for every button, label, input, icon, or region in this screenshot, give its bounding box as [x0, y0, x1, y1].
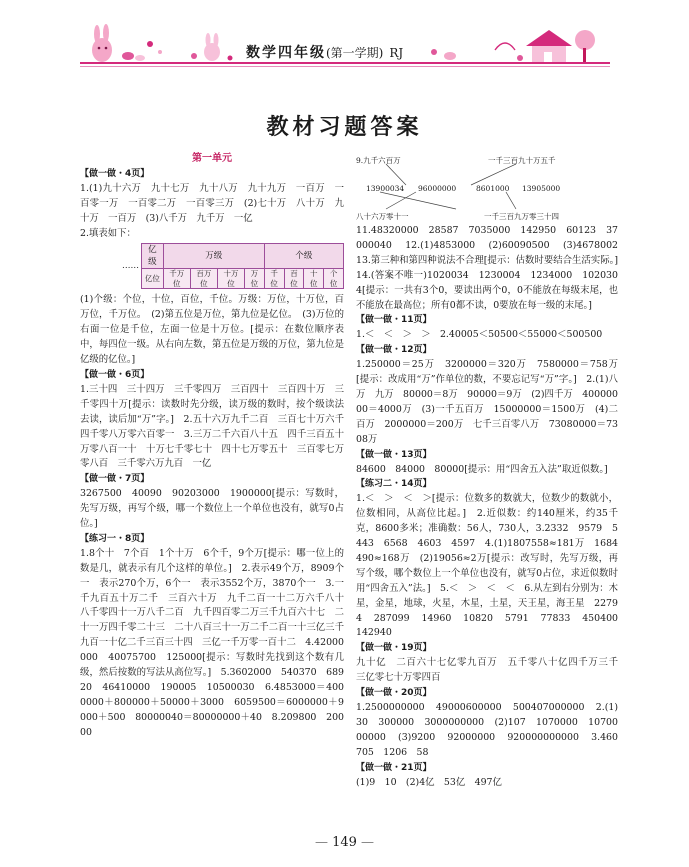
page-title: 教材习题答案 — [266, 114, 423, 140]
section-heading: 【做一做・13页】 — [356, 449, 432, 460]
table-cell: 百位 — [284, 269, 304, 289]
section-heading: 【做一做・19页】 — [356, 643, 432, 654]
section-heading: 【做一做・12页】 — [356, 345, 432, 356]
section-heading: 【做一做・7页】 — [80, 474, 150, 485]
diagram-label: 八十六万零十一 — [356, 212, 409, 221]
section-heading: 【练习一・8页】 — [80, 533, 150, 544]
section-heading: 【做一做・21页】 — [356, 762, 432, 773]
answer-paragraph: 84600 84000 80000[提示：用“四舍五入法”取近似数。] — [356, 463, 608, 475]
matching-diagram — [356, 152, 618, 222]
table-cell: 万位 — [245, 269, 265, 289]
diagram-label: 一千三百九万零三十四 — [484, 212, 559, 221]
diagram-label: 9.九千六百万 — [356, 156, 401, 165]
right-column — [356, 152, 628, 790]
answer-paragraph: (1)个级：个位，十位，百位，千位。万级：万位，十万位，百万位，千万位。 (2)第五位是万位，第九位是亿位。 (3)万位的右面一位是千位，左面一位是十万位。[提示：在数位顺序表中，每四位一级。从右向左数，第五位是万级的万位，第九位是亿级的亿位。] — [80, 294, 344, 366]
answer-paragraph: (1)9 10 (2)4亿 53亿 497亿 — [356, 776, 502, 788]
section-heading: 【做一做・4页】 — [80, 168, 150, 179]
answer-paragraph: 2.填表如下： — [80, 227, 136, 239]
header-rule-thin — [80, 66, 610, 67]
answer-paragraph: 1.250000＝25万 3200000＝320万 7580000＝758万[提示：改成用“万”作单位的数，不要忘记写“万”字。] 2.(1)八万 九万 80000＝8万 90000＝9万 (2)四千万 40000000＝4000万 (3)一千五百万 15000000＝1500万 (4)二百万 2000000＝200万 七千三百零八万 73080000＝7308万 — [356, 359, 618, 445]
answer-paragraph: 1.＜ ＜ ＞ ＞ 2.40005＜50500＜55000＜500500 — [356, 329, 603, 341]
table-cell: 百万位 — [190, 269, 217, 289]
section-heading: 【做一做・20页】 — [356, 688, 432, 699]
section-heading: 【做一做・11页】 — [356, 315, 432, 326]
place-value-table — [120, 243, 344, 289]
page-number-text: 149 — [332, 835, 357, 850]
table-cell: 千位 — [264, 269, 284, 289]
table-level-header: 亿级 — [142, 244, 164, 269]
answer-paragraph: 3267500 40090 90203000 1900000[提示：写数时，先写万级，再写个级，哪一个数位上一个单位也没有，就写0占位。] — [80, 488, 344, 530]
answer-paragraph: 1.三十四 三十四万 三千零四万 三百四十 三百四十万 三千零四十万[提示：读数时先分级，读万级的数时，按个级读法去读，读后加“万”字。] 2.五十六万九千二百 三百七十万六千 四千零八万零六百零一 3.三万二千六百八十五 四千三百五十万零八百一十 十万七千零七十 四十七万零五十 三百零七万零八百 三千零六万九百 一亿 — [80, 383, 354, 470]
answer-paragraph: 九十亿 二百六十七亿零九百万 五千零八十亿四千万三千 三亿零七十万零四百 — [356, 657, 628, 684]
table-cell: 十万位 — [217, 269, 244, 289]
semester-text: (第一学期) — [326, 46, 384, 60]
answer-paragraph: 11.48320000 28587 7035000 142950 60123 37000040 12.(1)4853000 (2)60090500 (3)4678002 13.第三种和第四种说法不合理[提示：估数时要结合生活实际。] 14.(答案不唯一)1020034 1230004 1234000 1020304[提示：一共有3个0，要读出两个0，0不能放在每级末尾，也不能放在最高位；所有0都不读，0要放在每一级的末尾。] — [356, 225, 628, 311]
book-title-text: 数学四年级 — [246, 45, 326, 61]
left-column — [80, 152, 354, 741]
answer-paragraph: 1.(1)九十六万 九十七万 九十八万 九十九万 一百万 一百零一万 一百零二万 一百零三万 (2)七十万 八十万 九十万 一百万 (3)八千万 九千万 一亿 — [80, 182, 344, 224]
table-level-header: 万级 — [163, 244, 264, 269]
diagram-number: 13905000 — [522, 184, 561, 193]
answer-paragraph: 1.＜ ＞ ＜ ＞[提示：位数多的数就大，位数少的数就小，位数相同，从高位比起。] 2.近似数：约140厘米，约35千克，8600多米；准确数：56人，730人，3.2332 9579 5443 6568 4603 4597 4.(1)1807558≈181万 1684490≈168万 (2)19056≈2万[提示：改写时，先写万级，再写个级，哪个数位上一个单位也没有，就写0占位，求近似数时用“四舍五入”法。] 5.＜ ＞ ＜ ＜ 6.从左到右分别为：木星，金星，地球，火星，木星，土星，天王星，海王星 22794 287099 14960 10820 5791 77833 450400 142940 — [356, 493, 628, 639]
book-title — [246, 42, 403, 62]
section-heading: 【做一做・6页】 — [80, 369, 150, 380]
diagram-number: 8601000 — [476, 184, 510, 193]
unit-title: 第一单元 — [192, 153, 232, 164]
answer-paragraph: 1.8个十 7个百 1个十万 6个千，9个万[提示：哪一位上的数是几，就表示有几个这样的单位。] 2.表示49个万，8909个一 表示270个万，6个一 表示3552个万，3870个一 3.一千九百五十万二千 三百六十万 九千二百一十二万六千八十 八千零四十一万八千二百 九千四百零二万三千九百六十七 二十一万四千零二十三 二十八百三十一万二千二百一十三亿三千九百一十亿二千三百三十四 三亿一千万零一百十二 4.42000000 40075700 125000[提示：写数时先找到这个数有几级，然后按数的写法从高位写。] 5.3602000 540370 68920 46410000 190005 10500030 6.4853000＝4000000＋800000＋50000＋3000 6059500＝6000000＋9000＋500 80000040＝80000000＋40 8.209800 20000 — [80, 547, 354, 738]
table-cell: 十位 — [304, 269, 324, 289]
diagram-number: 13900034 — [366, 184, 405, 193]
table-cell: 个位 — [324, 269, 344, 289]
table-level-header: 个级 — [264, 244, 343, 269]
header-rule — [80, 62, 610, 64]
edition-text: RJ — [389, 46, 404, 60]
diagram-number: 96000000 — [418, 184, 457, 193]
table-lead: …… — [122, 261, 139, 272]
table-cell: 亿位 — [142, 269, 164, 289]
diagram-label: 一千三百九十万五千 — [488, 156, 556, 165]
answer-paragraph: 1.2500000000 49000600000 500407000000 2.(1)30 300000 3000000000 (2)107 1070000 1070000000 (3)9200 92000000 920000000000 3.460 705 1206 58 — [356, 702, 628, 758]
table-cell: 千万位 — [163, 269, 190, 289]
page-number: — 149 — — [314, 835, 375, 850]
section-heading: 【练习二・14页】 — [356, 479, 432, 490]
